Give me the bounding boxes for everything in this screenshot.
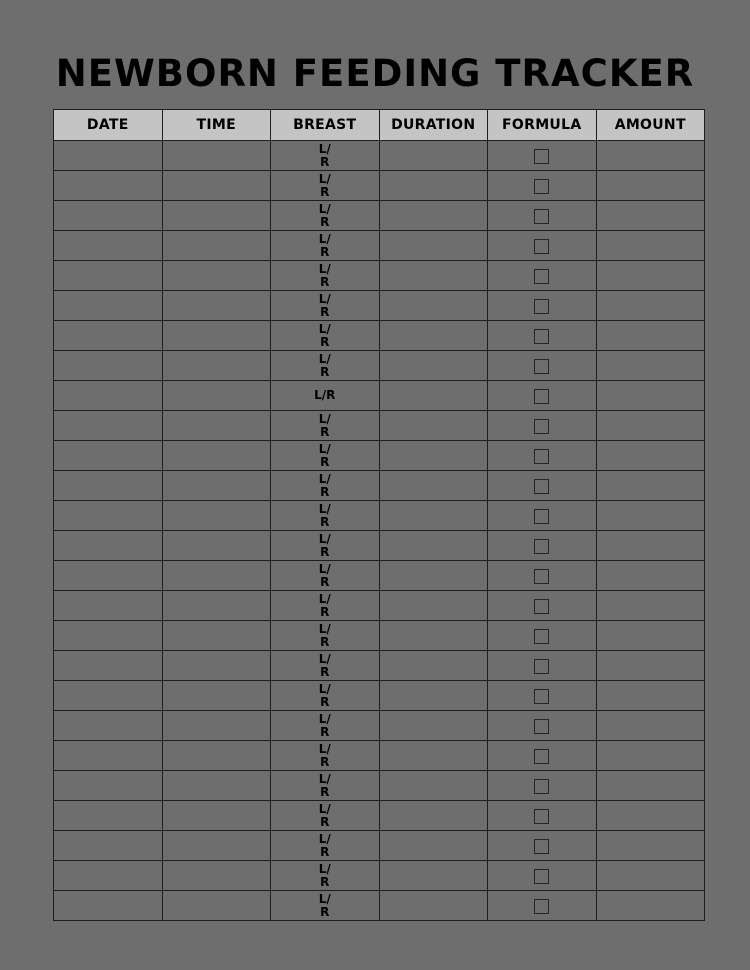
breast-cell — [271, 861, 380, 891]
time-cell[interactable] — [162, 651, 271, 681]
formula-cell — [488, 411, 597, 441]
amount-cell[interactable] — [596, 261, 705, 291]
duration-cell[interactable] — [379, 201, 488, 231]
breast-cell — [271, 441, 380, 471]
duration-cell[interactable] — [379, 531, 488, 561]
breast-cell — [271, 411, 380, 441]
table-row — [54, 381, 705, 411]
formula-cell — [488, 441, 597, 471]
duration-cell[interactable] — [379, 591, 488, 621]
table-row — [54, 621, 705, 651]
date-cell[interactable] — [54, 381, 163, 411]
date-cell[interactable] — [54, 741, 163, 771]
amount-cell[interactable] — [596, 441, 705, 471]
breast-cell — [271, 771, 380, 801]
breast-option-label: L/R — [318, 891, 331, 919]
time-cell[interactable] — [162, 711, 271, 741]
formula-checkbox[interactable] — [534, 479, 549, 494]
date-cell[interactable] — [54, 591, 163, 621]
formula-cell — [488, 201, 597, 231]
breast-option-label: L/R — [318, 591, 331, 619]
amount-cell[interactable] — [596, 141, 705, 171]
amount-cell[interactable] — [596, 621, 705, 651]
table-row — [54, 321, 705, 351]
time-cell[interactable] — [162, 501, 271, 531]
formula-checkbox[interactable] — [534, 449, 549, 464]
time-cell[interactable] — [162, 471, 271, 501]
breast-cell — [271, 231, 380, 261]
time-cell[interactable] — [162, 141, 271, 171]
breast-cell — [271, 591, 380, 621]
duration-cell[interactable] — [379, 741, 488, 771]
table-row — [54, 501, 705, 531]
table-row — [54, 351, 705, 381]
column-header-duration: DURATION — [379, 110, 488, 141]
breast-option-label: L/R — [318, 531, 331, 559]
date-cell[interactable] — [54, 621, 163, 651]
date-cell[interactable] — [54, 561, 163, 591]
breast-cell — [271, 711, 380, 741]
formula-checkbox[interactable] — [534, 149, 549, 164]
formula-cell — [488, 591, 597, 621]
table-row — [54, 591, 705, 621]
time-cell[interactable] — [162, 831, 271, 861]
column-header-breast: BREAST — [271, 110, 380, 141]
date-cell[interactable] — [54, 681, 163, 711]
table-row — [54, 531, 705, 561]
duration-cell[interactable] — [379, 351, 488, 381]
date-cell[interactable] — [54, 531, 163, 561]
formula-checkbox[interactable] — [534, 569, 549, 584]
date-cell[interactable] — [54, 291, 163, 321]
duration-cell[interactable] — [379, 831, 488, 861]
table-row — [54, 141, 705, 171]
breast-cell — [271, 261, 380, 291]
formula-checkbox[interactable] — [534, 269, 549, 284]
formula-cell — [488, 501, 597, 531]
breast-option-label: L/R — [318, 741, 331, 769]
date-cell[interactable] — [54, 261, 163, 291]
amount-cell[interactable] — [596, 201, 705, 231]
amount-cell[interactable] — [596, 291, 705, 321]
formula-checkbox[interactable] — [534, 239, 549, 254]
breast-cell — [271, 681, 380, 711]
breast-option-label: L/R — [314, 388, 336, 402]
time-cell[interactable] — [162, 441, 271, 471]
column-header-formula: FORMULA — [488, 110, 597, 141]
formula-checkbox[interactable] — [534, 389, 549, 404]
time-cell[interactable] — [162, 321, 271, 351]
time-cell[interactable] — [162, 201, 271, 231]
date-cell[interactable] — [54, 411, 163, 441]
amount-cell[interactable] — [596, 411, 705, 441]
formula-checkbox[interactable] — [534, 419, 549, 434]
amount-cell[interactable] — [596, 501, 705, 531]
date-cell[interactable] — [54, 651, 163, 681]
amount-cell[interactable] — [596, 321, 705, 351]
formula-cell — [488, 381, 597, 411]
table-row — [54, 291, 705, 321]
table-row — [54, 711, 705, 741]
date-cell[interactable] — [54, 201, 163, 231]
breast-option-label: L/R — [318, 681, 331, 709]
date-cell[interactable] — [54, 861, 163, 891]
amount-cell[interactable] — [596, 891, 705, 921]
formula-cell — [488, 681, 597, 711]
time-cell[interactable] — [162, 381, 271, 411]
table-row — [54, 651, 705, 681]
duration-cell[interactable] — [379, 891, 488, 921]
table-row — [54, 681, 705, 711]
formula-checkbox[interactable] — [534, 659, 549, 674]
duration-cell[interactable] — [379, 261, 488, 291]
formula-checkbox[interactable] — [534, 779, 549, 794]
formula-cell — [488, 861, 597, 891]
duration-cell[interactable] — [379, 321, 488, 351]
date-cell[interactable] — [54, 471, 163, 501]
breast-option-label: L/R — [318, 291, 331, 319]
duration-cell[interactable] — [379, 801, 488, 831]
formula-checkbox[interactable] — [534, 359, 549, 374]
time-cell[interactable] — [162, 261, 271, 291]
breast-option-label: L/R — [318, 711, 331, 739]
date-cell[interactable] — [54, 441, 163, 471]
amount-cell[interactable] — [596, 681, 705, 711]
table-row — [54, 411, 705, 441]
duration-cell[interactable] — [379, 141, 488, 171]
duration-cell[interactable] — [379, 711, 488, 741]
breast-cell — [271, 621, 380, 651]
amount-cell[interactable] — [596, 771, 705, 801]
breast-option-label: L/R — [318, 321, 331, 349]
date-cell[interactable] — [54, 891, 163, 921]
amount-cell[interactable] — [596, 861, 705, 891]
breast-option-label: L/R — [318, 771, 331, 799]
amount-cell[interactable] — [596, 351, 705, 381]
formula-checkbox[interactable] — [534, 869, 549, 884]
table-row — [54, 261, 705, 291]
column-header-date: DATE — [54, 110, 163, 141]
breast-cell — [271, 501, 380, 531]
formula-checkbox[interactable] — [534, 599, 549, 614]
formula-cell — [488, 711, 597, 741]
breast-option-label: L/R — [318, 801, 331, 829]
formula-cell — [488, 531, 597, 561]
formula-checkbox[interactable] — [534, 329, 549, 344]
time-cell[interactable] — [162, 411, 271, 441]
duration-cell[interactable] — [379, 381, 488, 411]
breast-option-label: L/R — [318, 351, 331, 379]
amount-cell[interactable] — [596, 171, 705, 201]
table-row — [54, 801, 705, 831]
breast-option-label: L/R — [318, 651, 331, 679]
breast-cell — [271, 831, 380, 861]
breast-option-label: L/R — [318, 261, 331, 289]
formula-cell — [488, 471, 597, 501]
breast-option-label: L/R — [318, 441, 331, 469]
formula-checkbox[interactable] — [534, 299, 549, 314]
formula-cell — [488, 171, 597, 201]
table-row — [54, 441, 705, 471]
time-cell[interactable] — [162, 171, 271, 201]
table-row — [54, 771, 705, 801]
formula-checkbox[interactable] — [534, 209, 549, 224]
date-cell[interactable] — [54, 321, 163, 351]
amount-cell[interactable] — [596, 831, 705, 861]
table-row — [54, 891, 705, 921]
time-cell[interactable] — [162, 801, 271, 831]
column-header-amount: AMOUNT — [596, 110, 705, 141]
breast-cell — [271, 321, 380, 351]
breast-cell — [271, 741, 380, 771]
time-cell[interactable] — [162, 291, 271, 321]
formula-checkbox[interactable] — [534, 899, 549, 914]
date-cell[interactable] — [54, 801, 163, 831]
duration-cell[interactable] — [379, 441, 488, 471]
amount-cell[interactable] — [596, 471, 705, 501]
duration-cell[interactable] — [379, 561, 488, 591]
feeding-log-table — [53, 109, 705, 921]
table-row — [54, 861, 705, 891]
time-cell[interactable] — [162, 771, 271, 801]
amount-cell[interactable] — [596, 591, 705, 621]
breast-cell — [271, 141, 380, 171]
breast-cell — [271, 351, 380, 381]
breast-cell — [271, 561, 380, 591]
table-row — [54, 561, 705, 591]
formula-cell — [488, 621, 597, 651]
formula-checkbox[interactable] — [534, 719, 549, 734]
formula-cell — [488, 261, 597, 291]
table-row — [54, 741, 705, 771]
time-cell[interactable] — [162, 561, 271, 591]
time-cell[interactable] — [162, 741, 271, 771]
duration-cell[interactable] — [379, 861, 488, 891]
duration-cell[interactable] — [379, 471, 488, 501]
formula-cell — [488, 561, 597, 591]
date-cell[interactable] — [54, 231, 163, 261]
amount-cell[interactable] — [596, 651, 705, 681]
amount-cell[interactable] — [596, 231, 705, 261]
amount-cell[interactable] — [596, 381, 705, 411]
table-row — [54, 471, 705, 501]
formula-cell — [488, 771, 597, 801]
page-title: NEWBORN FEEDING TRACKER — [55, 52, 695, 95]
duration-cell[interactable] — [379, 681, 488, 711]
breast-option-label: L/R — [318, 171, 331, 199]
formula-cell — [488, 291, 597, 321]
breast-cell — [271, 381, 380, 411]
formula-checkbox[interactable] — [534, 749, 549, 764]
time-cell[interactable] — [162, 891, 271, 921]
formula-checkbox[interactable] — [534, 509, 549, 524]
breast-option-label: L/R — [318, 231, 331, 259]
duration-cell[interactable] — [379, 771, 488, 801]
table-row — [54, 171, 705, 201]
date-cell[interactable] — [54, 501, 163, 531]
time-cell[interactable] — [162, 861, 271, 891]
time-cell[interactable] — [162, 351, 271, 381]
formula-cell — [488, 351, 597, 381]
formula-cell — [488, 741, 597, 771]
breast-option-label: L/R — [318, 411, 331, 439]
time-cell[interactable] — [162, 591, 271, 621]
duration-cell[interactable] — [379, 171, 488, 201]
formula-cell — [488, 651, 597, 681]
duration-cell[interactable] — [379, 501, 488, 531]
duration-cell[interactable] — [379, 231, 488, 261]
breast-cell — [271, 471, 380, 501]
breast-option-label: L/R — [318, 621, 331, 649]
breast-option-label: L/R — [318, 861, 331, 889]
date-cell[interactable] — [54, 771, 163, 801]
breast-cell — [271, 291, 380, 321]
duration-cell[interactable] — [379, 411, 488, 441]
formula-checkbox[interactable] — [534, 689, 549, 704]
time-cell[interactable] — [162, 231, 271, 261]
formula-checkbox[interactable] — [534, 809, 549, 824]
time-cell[interactable] — [162, 621, 271, 651]
breast-cell — [271, 171, 380, 201]
table-row — [54, 831, 705, 861]
breast-cell — [271, 891, 380, 921]
breast-option-label: L/R — [318, 471, 331, 499]
breast-option-label: L/R — [318, 831, 331, 859]
time-cell[interactable] — [162, 531, 271, 561]
formula-checkbox[interactable] — [534, 629, 549, 644]
formula-cell — [488, 321, 597, 351]
duration-cell[interactable] — [379, 621, 488, 651]
breast-option-label: L/R — [318, 501, 331, 529]
date-cell[interactable] — [54, 171, 163, 201]
formula-cell — [488, 891, 597, 921]
amount-cell[interactable] — [596, 711, 705, 741]
formula-cell — [488, 231, 597, 261]
time-cell[interactable] — [162, 681, 271, 711]
amount-cell[interactable] — [596, 561, 705, 591]
duration-cell[interactable] — [379, 651, 488, 681]
formula-cell — [488, 141, 597, 171]
breast-option-label: L/R — [318, 201, 331, 229]
formula-checkbox[interactable] — [534, 839, 549, 854]
breast-cell — [271, 651, 380, 681]
breast-cell — [271, 201, 380, 231]
table-row — [54, 231, 705, 261]
amount-cell[interactable] — [596, 801, 705, 831]
formula-checkbox[interactable] — [534, 179, 549, 194]
breast-option-label: L/R — [318, 561, 331, 589]
date-cell[interactable] — [54, 141, 163, 171]
breast-cell — [271, 531, 380, 561]
table-row — [54, 201, 705, 231]
breast-cell — [271, 801, 380, 831]
table-header-row — [54, 110, 705, 141]
date-cell[interactable] — [54, 831, 163, 861]
column-header-time: TIME — [162, 110, 271, 141]
amount-cell[interactable] — [596, 531, 705, 561]
formula-cell — [488, 831, 597, 861]
breast-option-label: L/R — [318, 141, 331, 169]
date-cell[interactable] — [54, 711, 163, 741]
duration-cell[interactable] — [379, 291, 488, 321]
date-cell[interactable] — [54, 351, 163, 381]
formula-checkbox[interactable] — [534, 539, 549, 554]
amount-cell[interactable] — [596, 741, 705, 771]
formula-cell — [488, 801, 597, 831]
